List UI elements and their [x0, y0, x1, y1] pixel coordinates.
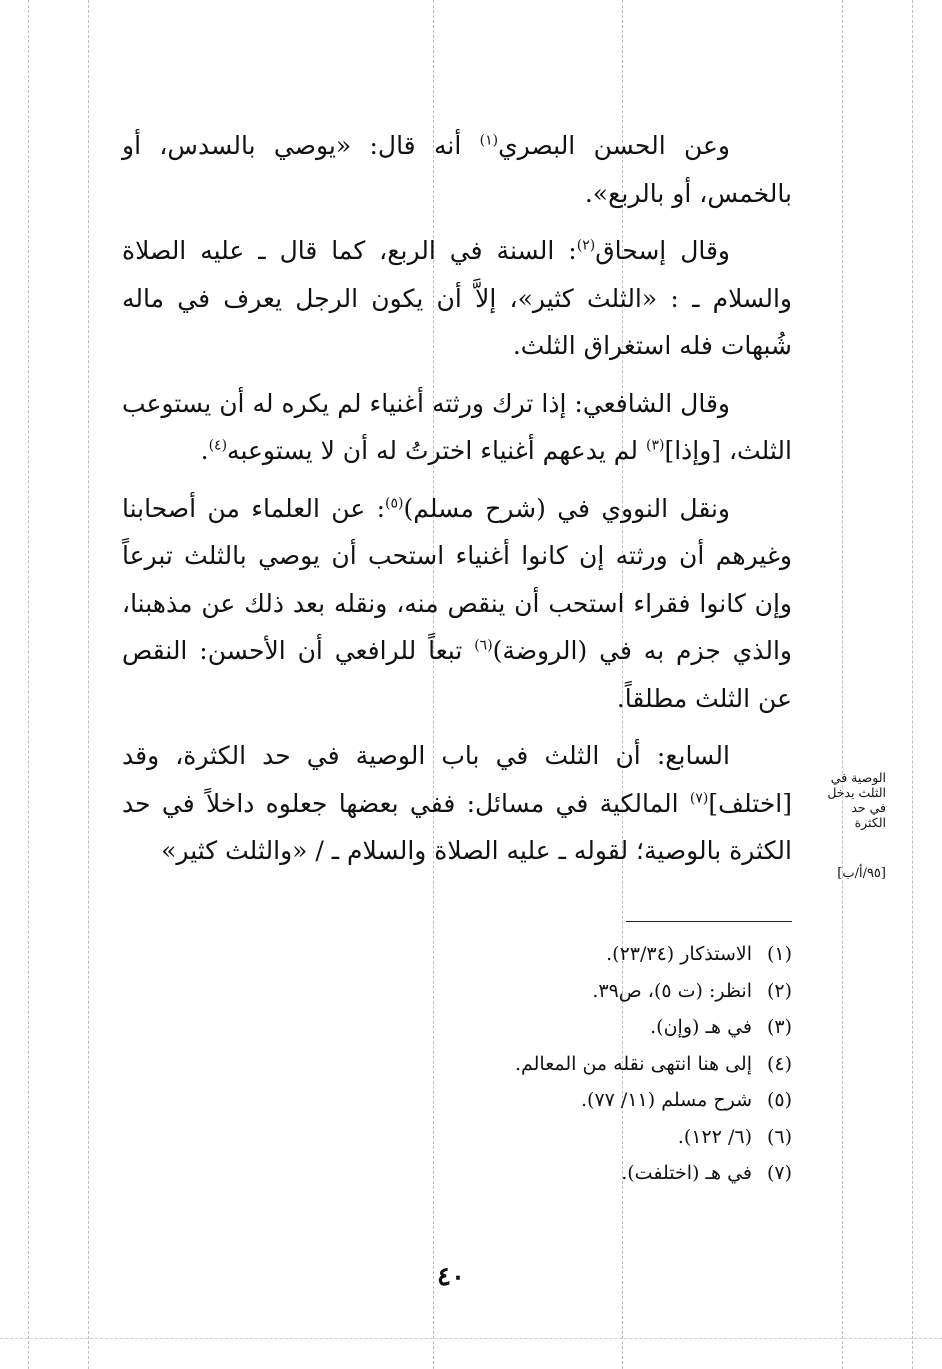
footnote-separator [626, 921, 792, 922]
paragraph: وقال إسحاق$^{(٢)}$: السنة في الربع، كما قال ـ عليه الصلاة والسلام ـ : «الثلث كثير»، إلاَّ أن يكون الرجل يعرف في ماله شُبهات فله استغراق الثلث. [122, 236, 792, 360]
margin-note: الوصية في الثلث يدخل في حد الكثرة [827, 770, 886, 830]
paragraph: وعن الحسن البصري$^{(١)}$ أنه قال: «يوصي بالسدس، أو بالخمس، أو بالربع». [122, 131, 792, 208]
footnote: (٤)إلى هنا انتهى نقله من المعالم. [514, 1052, 792, 1075]
scan-guide [912, 0, 913, 1369]
footnote: (٥)شرح مسلم (١١/ ٧٧). [581, 1089, 792, 1111]
footnote: (١)الاستذكار (٢٣/٣٤). [606, 943, 792, 965]
scan-guide [842, 0, 843, 1369]
main-text [122, 122, 792, 885]
footnote: (٢)انظر: (ت ٥)، ص٣٩. [592, 979, 792, 1002]
scan-guide [0, 1338, 942, 1339]
paragraph: ونقل النووي في (شرح مسلم)$^{(٥)}$: عن العلماء من أصحابنا وغيرهم أن ورثته إن كانوا أغنياء استحب أن يوصي بالثلث تبرعاً وإن كانوا فقراء استحب أن ينقص منه، ونقله بعد ذلك عن مذهبنا، والذي جزم به في (الروضة)$^{(٦)}$ تبعاً للرافعي أن الأحسن: النقص عن الثلث مطلقاً. [122, 493, 792, 713]
page-number: ٤٠ [437, 1262, 465, 1292]
paragraph: السابع: أن الثلث في باب الوصية في حد الكثرة، وقد [اختلف]$^{(٧)}$ المالكية في مسائل: ففي بعضها جعلوه داخلاً في حد الكثرة بالوصية؛ لقوله ـ عليه الصلاة والسلام ـ / «والثلث كثير» [122, 741, 792, 865]
paragraph: وقال الشافعي: إذا ترك ورثته أغنياء لم يكره له أن يستوعب الثلث، [وإذا]$^{(٣)}$ لم يدعهم أغنياء اخترتُ له أن لا يستوعبه$^{(٤)}$. [122, 388, 792, 465]
scan-guide [28, 0, 29, 1369]
footnote: (٧)في هـ (اختلفت). [621, 1162, 792, 1184]
footnotes [300, 936, 792, 1192]
footnote: (٦)(٦/ ١٢٢). [677, 1125, 792, 1148]
scan-guide [88, 0, 89, 1369]
manuscript-folio-ref: [٩٥/أ/ب] [837, 866, 886, 881]
footnote: (٣)في هـ (وإن). [650, 1016, 792, 1038]
